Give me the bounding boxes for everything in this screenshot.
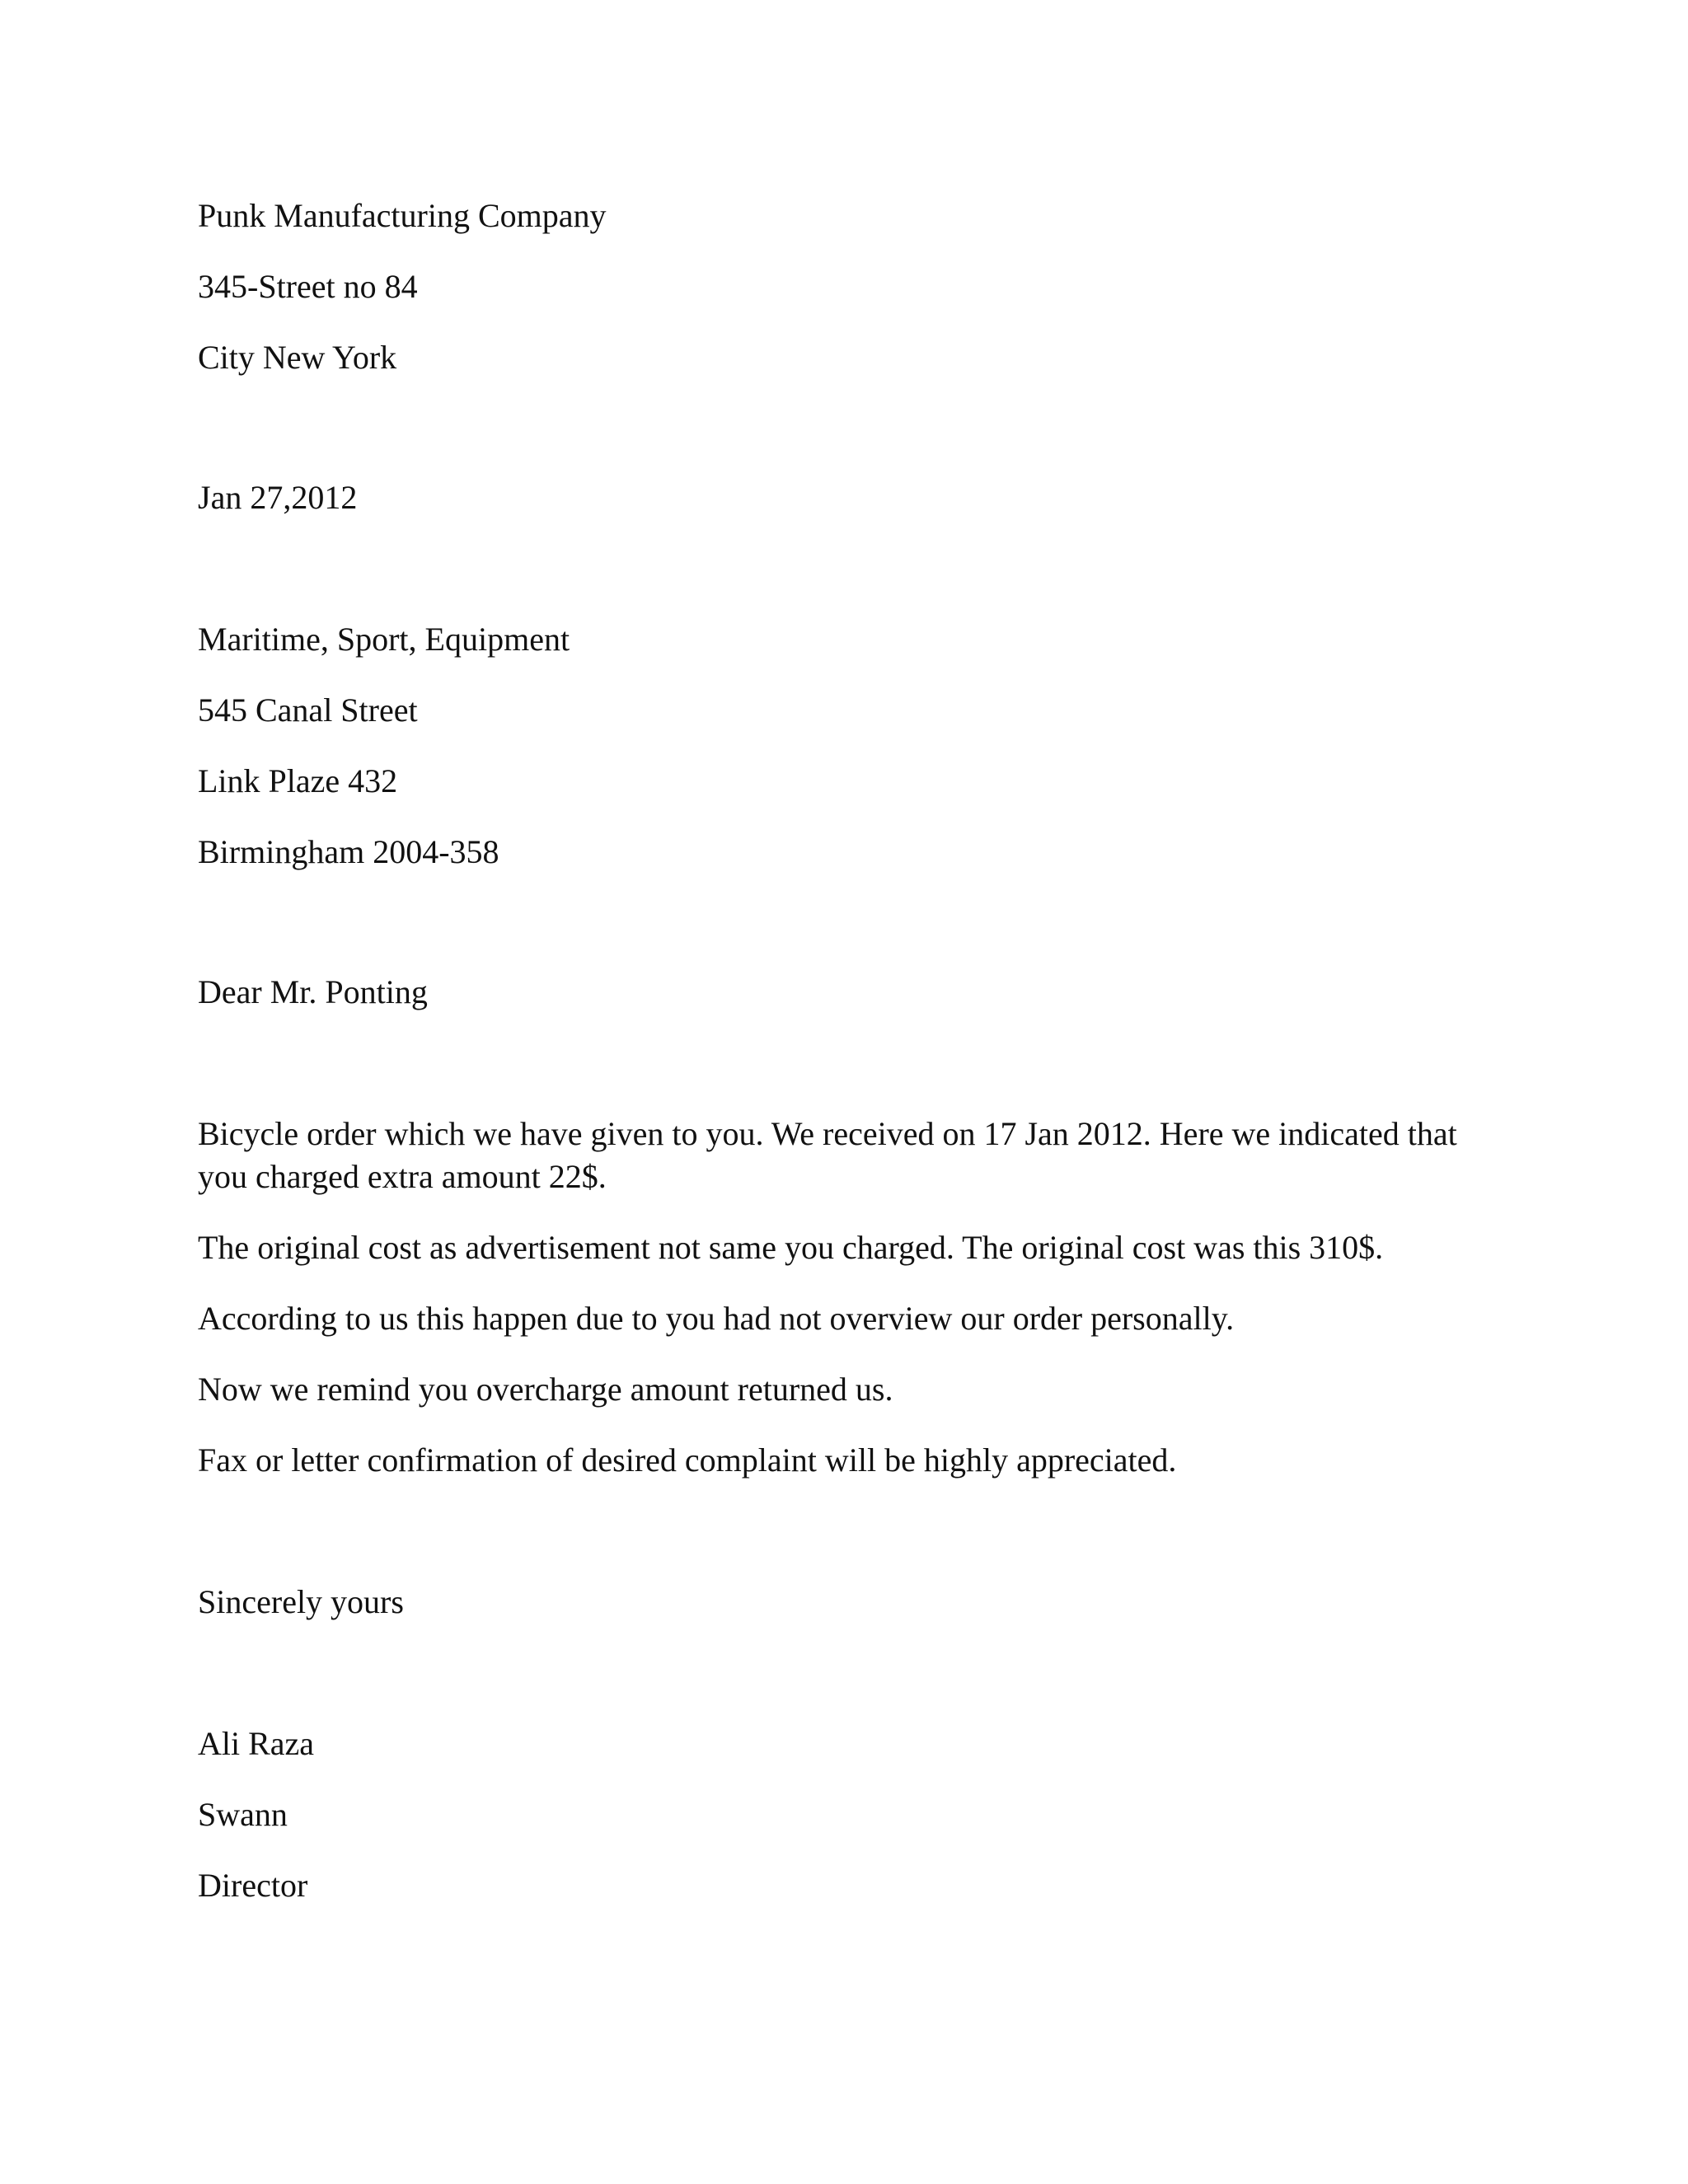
recipient-plaza: Link Plaze 432 [198,762,398,799]
sender-city: City New York [198,339,397,376]
body-paragraph-5: Fax or letter confirmation of desired complaint will be highly appreciated. [198,1441,1177,1479]
sender-company: Punk Manufacturing Company [198,197,607,234]
closing: Sincerely yours [198,1583,404,1620]
signature-name: Ali Raza [198,1725,315,1762]
body-paragraph-1: Bicycle order which we have given to you. We received on 17 Jan 2012. Here we indicated that you charged extra amount 22$. [198,1115,1457,1195]
recipient-name: Maritime, Sport, Equipment [198,621,570,658]
recipient-city: Birmingham 2004-358 [198,833,499,870]
body-paragraph-4: Now we remind you overcharge amount returned us. [198,1371,893,1408]
letter-date: Jan 27,2012 [198,479,358,516]
sender-street: 345-Street no 84 [198,268,418,305]
body-paragraph-3: According to us this happen due to you had not overview our order personally. [198,1300,1235,1337]
signature-title: Director [198,1867,308,1904]
signature-line-2: Swann [198,1796,288,1833]
salutation: Dear Mr. Ponting [198,973,428,1010]
body-paragraph-2: The original cost as advertisement not same you charged. The original cost was this 310$. [198,1229,1384,1266]
recipient-street: 545 Canal Street [198,691,418,729]
